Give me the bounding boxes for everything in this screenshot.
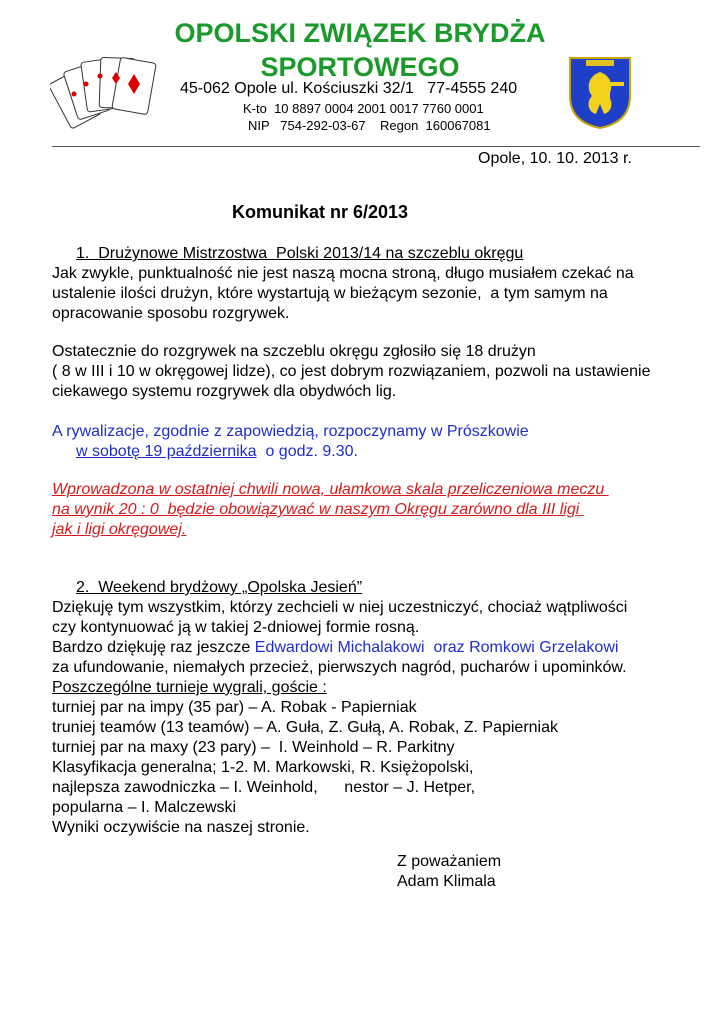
section2-p1-line1: Dziękuję tym wszystkim, którzy zechcieli w niej uczestniczyć, chociaż wątpliwości	[52, 599, 628, 616]
document-date: Opole, 10. 10. 2013 r.	[478, 150, 632, 167]
section1-p1-line3: opracowanie sposobu rozgrywek.	[52, 305, 290, 322]
section1-title: 1. Drużynowe Mistrzostwa Polski 2013/14 na szczeblu okręgu	[76, 245, 524, 262]
org-title-line1: OPOLSKI ZWIĄZEK BRYDŻA	[174, 18, 546, 48]
signature-closing: Z poważaniem	[397, 853, 502, 870]
header-divider	[52, 146, 700, 147]
thanks-line1	[52, 638, 618, 658]
scale-notice-line3: jak i ligi okręgowej.	[52, 521, 187, 538]
start-date: w sobotę 19 października	[76, 443, 257, 460]
result-line: Wyniki oczywiście na naszej stronie.	[52, 819, 310, 836]
section1-p1-line2: ustalenie ilości drużyn, które wystartują w bieżącym sezonie, a tym samym na	[52, 285, 608, 302]
scale-notice-line2: na wynik 20 : 0 będzie obowiązywać w naszym Okręgu zarówno dla III ligi	[52, 501, 584, 518]
thanks-prefix: Bardzo dziękuję raz jeszcze	[52, 639, 255, 656]
result-line: turniej par na impy (35 par) – A. Robak - Papierniak	[52, 699, 417, 716]
section2-title: 2. Weekend brydżowy „Opolska Jesień”	[76, 579, 363, 596]
section1-p1-line1: Jak zwykle, punktualność nie jest naszą mocna stroną, długo musiałem czekać na	[52, 265, 634, 282]
document-heading: Komunikat nr 6/2013	[232, 202, 409, 222]
section1-p2-line2: ( 8 w III i 10 w okręgowej lidze), co jest dobrym rozwiązaniem, pozwoli na ustawienie	[52, 363, 651, 380]
section1-p2-line1: Ostatecznie do rozgrywek na szczeblu okręgu zgłosiło się 18 drużyn	[52, 343, 536, 360]
result-line: Klasyfikacja generalna; 1-2. M. Markowski, R. Księżopolski,	[52, 759, 474, 776]
result-line: popularna – I. Malczewski	[52, 799, 237, 816]
org-account: K-to 10 8897 0004 2001 0017 7760 0001	[243, 101, 484, 116]
org-title-line2: SPORTOWEGO	[260, 52, 460, 82]
signature-name: Adam Klimala	[397, 873, 496, 890]
thanks-line2: za ufundowanie, niemałych przecież, pierwszych nagród, pucharów i upominków.	[52, 659, 627, 676]
result-line: turniej par na maxy (23 pary) – I. Weinhold – R. Parkitny	[52, 739, 455, 756]
start-announcement-line2	[76, 442, 358, 462]
org-ids: NIP 754-292-03-67 Regon 160067081	[248, 118, 491, 133]
scale-notice-line1: Wprowadzona w ostatniej chwili nowa, ułamkowa skala przeliczeniowa meczu	[52, 481, 609, 498]
start-time: o godz. 9.30.	[256, 443, 358, 460]
result-line: najlepsza zawodniczka – I. Weinhold, nestor – J. Hetper,	[52, 779, 476, 796]
section1-p2-line3: ciekawego systemu rozgrywek dla obydwóch lig.	[52, 383, 397, 400]
start-announcement-line1: A rywalizacje, zgodnie z zapowiedzią, rozpoczynamy w Prószkowie	[52, 423, 529, 440]
sponsors-names: Edwardowi Michalakowi oraz Romkowi Grzelakowi	[254, 639, 619, 656]
winners-heading: Poszczególne turnieje wygrali, goście :	[52, 679, 327, 696]
org-address: 45-062 Opole ul. Kościuszki 32/1 77-4555 240	[180, 80, 518, 97]
section2-p1-line2: czy kontynuować ją w takiej 2-dniowej formie rosną.	[52, 619, 420, 636]
result-line: truniej teamów (13 teamów) – A. Guła, Z. Gułą, A. Robak, Z. Papierniak	[52, 719, 559, 736]
